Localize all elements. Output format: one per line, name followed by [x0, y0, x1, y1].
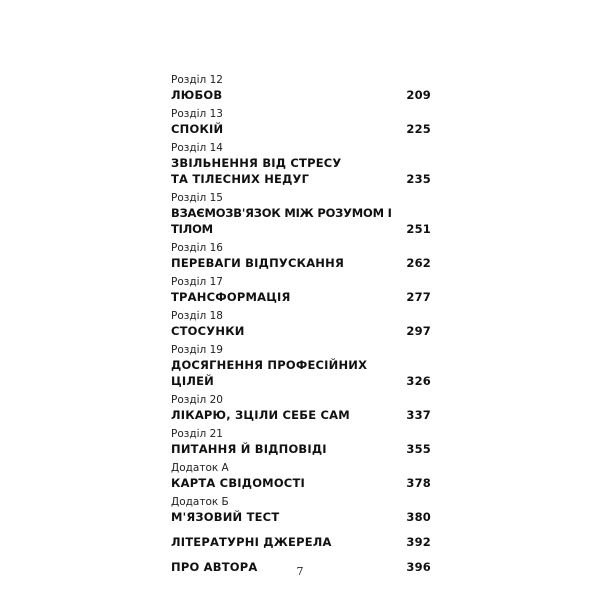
page-ref: 297 [406, 324, 431, 338]
toc-row [171, 205, 431, 237]
toc-row [171, 475, 431, 491]
chapter-title: СТОСУНКИ [171, 324, 245, 338]
toc-entry-chapter-13[interactable] [171, 108, 431, 137]
toc-entry-chapter-17[interactable] [171, 276, 431, 305]
page-ref: 235 [406, 172, 431, 186]
page-ref: 380 [406, 510, 431, 524]
page-ref: 277 [406, 290, 431, 304]
chapter-title: ЛІКАРЮ, ЗЦІЛИ СЕБЕ САМ [171, 408, 350, 422]
section-label: Розділ 14 [171, 142, 223, 154]
toc-row [171, 87, 431, 103]
page-ref: 209 [406, 88, 431, 102]
toc-row [171, 289, 431, 305]
page-ref: 355 [406, 442, 431, 456]
chapter-title: ПИТАННЯ Й ВІДПОВІДІ [171, 442, 327, 456]
toc-entry-chapter-19[interactable] [171, 344, 431, 389]
chapter-title: ТА ТІЛЕСНИХ НЕДУГ [171, 172, 310, 186]
page-number: 7 [296, 565, 304, 578]
toc-entry-chapter-18[interactable] [171, 310, 431, 339]
chapter-title: СПОКІЙ [171, 122, 224, 136]
chapter-title: КАРТА СВІДОМОСТІ [171, 476, 305, 490]
page-ref: 262 [406, 256, 431, 270]
page-ref: 396 [406, 560, 431, 574]
toc-row [171, 407, 431, 423]
toc-row [171, 255, 431, 271]
page-ref: 337 [406, 408, 431, 422]
toc-row [171, 357, 431, 389]
toc-row [171, 534, 431, 550]
toc-row [171, 121, 431, 137]
toc-entry-chapter-14[interactable] [171, 142, 431, 187]
section-label: Додаток Б [171, 496, 229, 508]
page-ref: 392 [406, 535, 431, 549]
toc-entry-appendix-b[interactable] [171, 496, 431, 525]
toc-entry-chapter-21[interactable] [171, 428, 431, 457]
page-ref: 326 [406, 374, 431, 388]
section-label: Розділ 12 [171, 74, 223, 86]
chapter-title: ЛІТЕРАТУРНІ ДЖЕРЕЛА [171, 535, 332, 549]
toc-entry-chapter-20[interactable] [171, 394, 431, 423]
page-ref: 378 [406, 476, 431, 490]
chapter-title-line-1: ЗВІЛЬНЕННЯ ВІД СТРЕСУ [171, 156, 342, 170]
chapter-title: ДОСЯГНЕННЯ ПРОФЕСІЙНИХ ЦІЛЕЙ [171, 358, 368, 388]
section-label: Розділ 19 [171, 344, 223, 356]
chapter-title: ПРО АВТОРА [171, 560, 258, 574]
page-ref: 251 [406, 222, 431, 236]
toc-row [171, 441, 431, 457]
chapter-title: ЛЮБОВ [171, 88, 223, 102]
toc-entry-chapter-12[interactable] [171, 74, 431, 103]
section-label: Розділ 18 [171, 310, 223, 322]
section-label: Розділ 21 [171, 428, 223, 440]
toc-entry-appendix-a[interactable] [171, 462, 431, 491]
chapter-title: ТРАНСФОРМАЦІЯ [171, 290, 291, 304]
section-label: Розділ 17 [171, 276, 223, 288]
chapter-title: ВЗАЄМОЗВ'ЯЗОК МІЖ РОЗУМОМ І ТІЛОМ [171, 206, 392, 236]
section-label: Додаток А [171, 462, 229, 474]
toc-entry-references[interactable] [171, 534, 431, 550]
toc-row [171, 509, 431, 525]
section-label: Розділ 20 [171, 394, 223, 406]
section-label: Розділ 16 [171, 242, 223, 254]
toc-entry-chapter-16[interactable] [171, 242, 431, 271]
toc-row [171, 171, 431, 187]
section-label: Розділ 15 [171, 192, 223, 204]
toc-row [171, 323, 431, 339]
chapter-title: ПЕРЕВАГИ ВІДПУСКАННЯ [171, 256, 345, 270]
table-of-contents [171, 74, 431, 575]
toc-entry-chapter-15[interactable] [171, 192, 431, 237]
section-label: Розділ 13 [171, 108, 223, 120]
page-ref: 225 [406, 122, 431, 136]
chapter-title: М'ЯЗОВИЙ ТЕСТ [171, 510, 280, 524]
